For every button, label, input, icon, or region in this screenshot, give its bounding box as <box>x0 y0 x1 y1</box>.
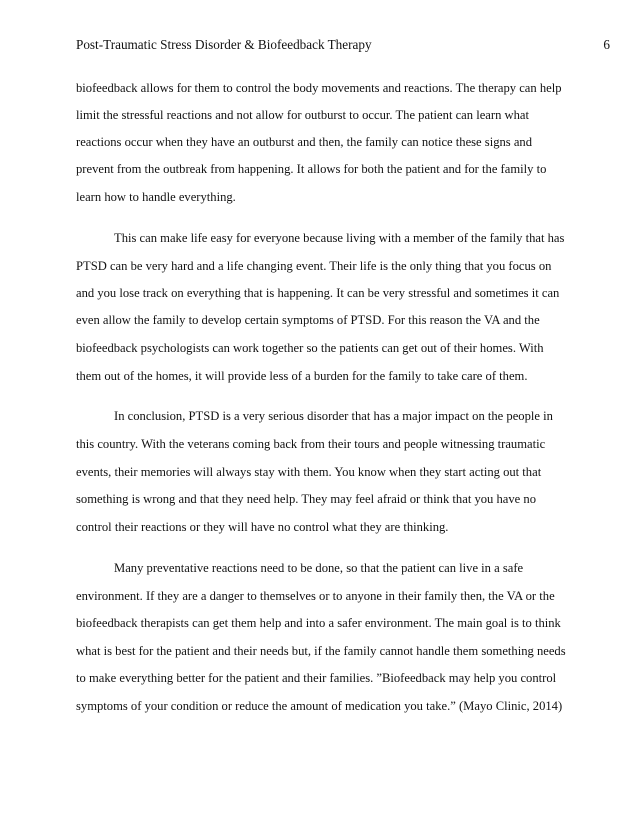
body-line: symptoms of your condition or reduce the amount of medication you take.” (Mayo Clinic, 2014) <box>76 699 563 713</box>
paragraph-first-line: In conclusion, PTSD is a very serious disorder that has a major impact on the people in <box>114 409 553 423</box>
body-line: even allow the family to develop certain symptoms of PTSD. For this reason the VA and the <box>76 313 540 327</box>
body-line: limit the stressful reactions and not allow for outburst to occur. The patient can learn what <box>76 108 530 122</box>
body-line: to make everything better for the patient and their families. ”Biofeedback may help you control <box>76 671 557 685</box>
body-line: biofeedback psychologists can work together so the patients can get out of their homes. With <box>76 341 544 355</box>
paragraph-first-line: Many preventative reactions need to be done, so that the patient can live in a safe <box>114 561 524 575</box>
body-line: biofeedback therapists can get them help and into a safer environment. The main goal is to think <box>76 616 561 630</box>
body-line: and you lose track on everything that is happening. It can be very stressful and sometimes it can <box>76 286 560 300</box>
body-line: something is wrong and that they need help. They may feel afraid or think that you have no <box>76 492 537 506</box>
body-line: them out of the homes, it will provide less of a burden for the family to take care of them. <box>76 369 528 383</box>
body-line: PTSD can be very hard and a life changing event. Their life is the only thing that you focus on <box>76 259 552 273</box>
page-number: 6 <box>603 37 610 52</box>
body-line: events, their memories will always stay with them. You know when they start acting out that <box>76 465 542 479</box>
body-line: reactions occur when they have an outburst and then, the family can notice these signs and <box>76 135 533 149</box>
paragraph-first-line: This can make life easy for everyone because living with a member of the family that has <box>114 231 565 245</box>
running-head-title: Post-Traumatic Stress Disorder & Biofeedback Therapy <box>76 37 372 52</box>
body-line: learn how to handle everything. <box>76 190 236 204</box>
running-header <box>76 36 610 54</box>
body-line: environment. If they are a danger to themselves or to anyone in their family then, the VA or the <box>76 589 555 603</box>
body-line: prevent from the outbreak from happening. It allows for both the patient and for the family to <box>76 162 547 176</box>
body-line: this country. With the veterans coming back from their tours and people witnessing traumatic <box>76 437 546 451</box>
body-line: control their reactions or they will have no control what they are thinking. <box>76 520 449 534</box>
body-line: what is best for the patient and their needs but, if the family cannot handle them something needs <box>76 644 566 658</box>
body-line: biofeedback allows for them to control the body movements and reactions. The therapy can help <box>76 81 562 95</box>
